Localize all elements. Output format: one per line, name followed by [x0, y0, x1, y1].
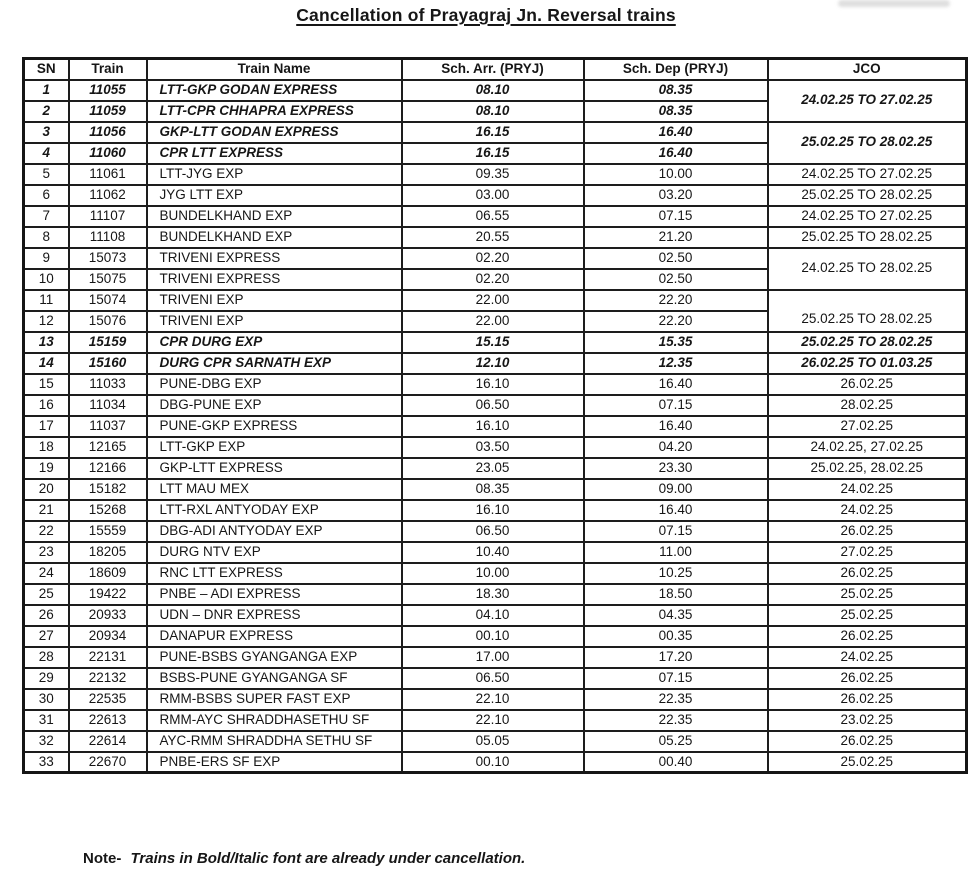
cell-sch-arr: 06.50 — [402, 521, 584, 542]
cell-sn: 7 — [24, 206, 69, 227]
cell-sn: 31 — [24, 710, 69, 731]
cell-train-number: 11059 — [69, 101, 147, 122]
cell-sch-arr: 00.10 — [402, 626, 584, 647]
cell-jco: 25.02.25 TO 28.02.25 — [768, 185, 967, 206]
cell-jco: 27.02.25 — [768, 416, 967, 437]
cell-train-name: JYG LTT EXP — [147, 185, 402, 206]
cell-sch-dep: 10.00 — [584, 164, 768, 185]
cell-sch-arr: 04.10 — [402, 605, 584, 626]
cell-sn: 22 — [24, 521, 69, 542]
cell-jco: 26.02.25 — [768, 668, 967, 689]
cell-train-name: RMM-BSBS SUPER FAST EXP — [147, 689, 402, 710]
cell-sn: 28 — [24, 647, 69, 668]
cell-jco: 24.02.25 — [768, 479, 967, 500]
cell-train-number: 11056 — [69, 122, 147, 143]
cell-sch-arr: 16.15 — [402, 122, 584, 143]
cell-sch-dep: 07.15 — [584, 206, 768, 227]
cell-sch-arr: 22.10 — [402, 710, 584, 731]
cell-sch-dep: 07.15 — [584, 395, 768, 416]
cell-sn: 24 — [24, 563, 69, 584]
header-sn: SN — [24, 59, 69, 80]
table-row — [24, 689, 967, 710]
cell-jco: 24.02.25, 27.02.25 — [768, 437, 967, 458]
cell-sch-dep: 17.20 — [584, 647, 768, 668]
cell-train-number: 15160 — [69, 353, 147, 374]
cell-train-number: 11034 — [69, 395, 147, 416]
cell-jco: 24.02.25 TO 27.02.25 — [768, 206, 967, 227]
header-row — [24, 59, 967, 80]
cell-sch-arr: 22.00 — [402, 311, 584, 332]
header-train-name: Train Name — [147, 59, 402, 80]
cell-sch-arr: 18.30 — [402, 584, 584, 605]
table-row — [24, 563, 967, 584]
table-row — [24, 710, 967, 731]
table-row — [24, 395, 967, 416]
cell-sch-arr: 05.05 — [402, 731, 584, 752]
cell-train-number: 12165 — [69, 437, 147, 458]
cell-train-name: TRIVENI EXP — [147, 290, 402, 311]
cell-sn: 16 — [24, 395, 69, 416]
table-row — [24, 374, 967, 395]
table-row — [24, 185, 967, 206]
train-table-body — [24, 80, 967, 773]
cell-sch-dep: 12.35 — [584, 353, 768, 374]
cell-sch-arr: 16.10 — [402, 374, 584, 395]
cell-sn: 20 — [24, 479, 69, 500]
cell-train-number: 11107 — [69, 206, 147, 227]
table-row — [24, 647, 967, 668]
table-row — [24, 731, 967, 752]
cell-train-number: 15076 — [69, 311, 147, 332]
cell-sn: 14 — [24, 353, 69, 374]
cell-train-name: PUNE-DBG EXP — [147, 374, 402, 395]
cell-train-number: 22614 — [69, 731, 147, 752]
cell-sch-dep: 22.20 — [584, 290, 768, 311]
table-row — [24, 206, 967, 227]
cell-sch-dep: 22.35 — [584, 710, 768, 731]
cell-sn: 9 — [24, 248, 69, 269]
cell-train-number: 11062 — [69, 185, 147, 206]
cell-sch-dep: 10.25 — [584, 563, 768, 584]
table-row — [24, 584, 967, 605]
cell-train-number: 22535 — [69, 689, 147, 710]
cell-sch-dep: 22.20 — [584, 311, 768, 332]
note-label: Note- — [83, 850, 122, 867]
cell-sn: 6 — [24, 185, 69, 206]
cell-sn: 1 — [24, 80, 69, 101]
cell-sn: 30 — [24, 689, 69, 710]
cell-train-name: RNC LTT EXPRESS — [147, 563, 402, 584]
cell-sn: 29 — [24, 668, 69, 689]
table-row — [24, 458, 967, 479]
cell-sch-arr: 06.50 — [402, 395, 584, 416]
cell-sch-dep: 16.40 — [584, 143, 768, 164]
cell-sn: 21 — [24, 500, 69, 521]
cell-sn: 18 — [24, 437, 69, 458]
table-row — [24, 227, 967, 248]
note-text: Trains in Bold/Italic font are already under cancellation. — [130, 850, 526, 867]
cell-train-number: 15559 — [69, 521, 147, 542]
cell-train-name: LTT-JYG EXP — [147, 164, 402, 185]
cell-sn: 23 — [24, 542, 69, 563]
cell-train-number: 15159 — [69, 332, 147, 353]
page-title: Cancellation of Prayagraj Jn. Reversal trains — [296, 5, 676, 25]
header-sch-arr: Sch. Arr. (PRYJ) — [402, 59, 584, 80]
cell-train-name: DBG-ADI ANTYODAY EXP — [147, 521, 402, 542]
cell-sch-dep: 05.25 — [584, 731, 768, 752]
cell-sch-arr: 08.35 — [402, 479, 584, 500]
cell-train-name: DBG-PUNE EXP — [147, 395, 402, 416]
cell-sch-dep: 11.00 — [584, 542, 768, 563]
cell-jco: 25.02.25 TO 28.02.25 — [768, 332, 967, 353]
cell-train-name: BUNDELKHAND EXP — [147, 206, 402, 227]
table-row — [24, 332, 967, 353]
cell-jco: 25.02.25 TO 28.02.25 — [768, 290, 967, 332]
cell-sch-arr: 03.50 — [402, 437, 584, 458]
cell-train-name: LTT-CPR CHHAPRA EXPRESS — [147, 101, 402, 122]
cell-jco: 25.02.25, 28.02.25 — [768, 458, 967, 479]
cell-train-number: 20934 — [69, 626, 147, 647]
cell-jco: 25.02.25 TO 28.02.25 — [768, 227, 967, 248]
cell-sch-arr: 10.00 — [402, 563, 584, 584]
cell-jco: 25.02.25 TO 28.02.25 — [768, 122, 967, 164]
cell-sch-dep: 04.35 — [584, 605, 768, 626]
cell-sch-arr: 08.10 — [402, 101, 584, 122]
cell-train-name: DURG NTV EXP — [147, 542, 402, 563]
cell-train-number: 15182 — [69, 479, 147, 500]
cell-jco: 26.02.25 — [768, 626, 967, 647]
cell-sch-dep: 07.15 — [584, 668, 768, 689]
cell-train-number: 11061 — [69, 164, 147, 185]
table-row — [24, 479, 967, 500]
cell-train-number: 19422 — [69, 584, 147, 605]
cell-sch-arr: 16.15 — [402, 143, 584, 164]
table-row — [24, 542, 967, 563]
cell-sch-arr: 10.40 — [402, 542, 584, 563]
cell-sn: 25 — [24, 584, 69, 605]
cell-sch-dep: 18.50 — [584, 584, 768, 605]
table-row — [24, 605, 967, 626]
cell-jco: 25.02.25 — [768, 584, 967, 605]
cell-jco: 25.02.25 — [768, 752, 967, 773]
cell-train-name: PNBE-ERS SF EXP — [147, 752, 402, 773]
cell-sn: 33 — [24, 752, 69, 773]
cell-sch-arr: 02.20 — [402, 248, 584, 269]
cell-jco: 26.02.25 — [768, 689, 967, 710]
cell-jco: 26.02.25 — [768, 731, 967, 752]
cell-train-name: GKP-LTT GODAN EXPRESS — [147, 122, 402, 143]
cell-sch-dep: 00.40 — [584, 752, 768, 773]
cell-jco: 25.02.25 — [768, 605, 967, 626]
cell-train-number: 15075 — [69, 269, 147, 290]
cell-train-name: LTT MAU MEX — [147, 479, 402, 500]
cell-sn: 27 — [24, 626, 69, 647]
cell-train-number: 11060 — [69, 143, 147, 164]
cell-sn: 17 — [24, 416, 69, 437]
cell-sn: 19 — [24, 458, 69, 479]
cell-sch-arr: 06.50 — [402, 668, 584, 689]
cell-sch-dep: 09.00 — [584, 479, 768, 500]
cell-train-name: GKP-LTT EXPRESS — [147, 458, 402, 479]
table-row — [24, 164, 967, 185]
cell-jco: 24.02.25 — [768, 647, 967, 668]
cell-sch-arr: 00.10 — [402, 752, 584, 773]
cell-sch-arr: 16.10 — [402, 500, 584, 521]
cell-sn: 12 — [24, 311, 69, 332]
cell-train-name: LTT-GKP GODAN EXPRESS — [147, 80, 402, 101]
cell-train-name: TRIVENI EXP — [147, 311, 402, 332]
cell-train-name: LTT-GKP EXP — [147, 437, 402, 458]
cell-train-name: CPR DURG EXP — [147, 332, 402, 353]
cell-jco: 28.02.25 — [768, 395, 967, 416]
cell-sn: 8 — [24, 227, 69, 248]
cell-train-name: CPR LTT EXPRESS — [147, 143, 402, 164]
cell-train-name: DURG CPR SARNATH EXP — [147, 353, 402, 374]
cell-sn: 2 — [24, 101, 69, 122]
cell-train-number: 15074 — [69, 290, 147, 311]
cell-sch-arr: 23.05 — [402, 458, 584, 479]
cell-sn: 26 — [24, 605, 69, 626]
cancellation-table — [22, 57, 968, 774]
cell-jco: 26.02.25 — [768, 563, 967, 584]
cell-sn: 10 — [24, 269, 69, 290]
cell-train-name: PNBE – ADI EXPRESS — [147, 584, 402, 605]
cell-sn: 4 — [24, 143, 69, 164]
cell-train-name: TRIVENI EXPRESS — [147, 269, 402, 290]
cell-train-name: AYC-RMM SHRADDHA SETHU SF — [147, 731, 402, 752]
cell-train-number: 15268 — [69, 500, 147, 521]
table-row — [24, 500, 967, 521]
cell-train-number: 11033 — [69, 374, 147, 395]
cell-train-number: 11108 — [69, 227, 147, 248]
cell-sch-arr: 02.20 — [402, 269, 584, 290]
cell-sn: 15 — [24, 374, 69, 395]
cell-train-name: LTT-RXL ANTYODAY EXP — [147, 500, 402, 521]
cell-sch-dep: 16.40 — [584, 416, 768, 437]
cell-train-name: RMM-AYC SHRADDHASETHU SF — [147, 710, 402, 731]
cell-jco: 24.02.25 — [768, 500, 967, 521]
cell-train-name: TRIVENI EXPRESS — [147, 248, 402, 269]
cell-sch-arr: 03.00 — [402, 185, 584, 206]
cell-sch-dep: 00.35 — [584, 626, 768, 647]
cell-train-number: 18205 — [69, 542, 147, 563]
cell-sch-arr: 17.00 — [402, 647, 584, 668]
table-row — [24, 353, 967, 374]
table-row — [24, 248, 967, 269]
cell-sch-dep: 23.30 — [584, 458, 768, 479]
cell-sch-dep: 02.50 — [584, 248, 768, 269]
cell-sch-dep: 07.15 — [584, 521, 768, 542]
table-row — [24, 668, 967, 689]
cell-train-number: 18609 — [69, 563, 147, 584]
cell-sn: 5 — [24, 164, 69, 185]
note — [83, 850, 525, 867]
cell-train-name: PUNE-GKP EXPRESS — [147, 416, 402, 437]
table-row — [24, 752, 967, 773]
cell-sch-dep: 22.35 — [584, 689, 768, 710]
cell-train-name: BUNDELKHAND EXP — [147, 227, 402, 248]
cell-train-number: 22131 — [69, 647, 147, 668]
cell-sch-dep: 16.40 — [584, 500, 768, 521]
cell-sn: 13 — [24, 332, 69, 353]
cell-train-number: 22132 — [69, 668, 147, 689]
cell-sn: 3 — [24, 122, 69, 143]
header-jco: JCO — [768, 59, 967, 80]
cell-train-number: 22670 — [69, 752, 147, 773]
cell-sch-dep: 03.20 — [584, 185, 768, 206]
cell-train-number: 22613 — [69, 710, 147, 731]
cell-train-name: UDN – DNR EXPRESS — [147, 605, 402, 626]
cell-jco: 26.02.25 — [768, 521, 967, 542]
cell-train-number: 20933 — [69, 605, 147, 626]
cell-sch-arr: 22.00 — [402, 290, 584, 311]
cell-sch-dep: 08.35 — [584, 101, 768, 122]
cell-sch-arr: 16.10 — [402, 416, 584, 437]
cell-sch-arr: 15.15 — [402, 332, 584, 353]
cell-sn: 11 — [24, 290, 69, 311]
table-row — [24, 290, 967, 311]
cell-sch-arr: 08.10 — [402, 80, 584, 101]
cell-sch-arr: 09.35 — [402, 164, 584, 185]
cell-sch-arr: 12.10 — [402, 353, 584, 374]
cell-jco: 24.02.25 TO 27.02.25 — [768, 80, 967, 122]
cell-jco: 26.02.25 — [768, 374, 967, 395]
cell-train-name: PUNE-BSBS GYANGANGA EXP — [147, 647, 402, 668]
table-row — [24, 80, 967, 101]
cell-sch-dep: 16.40 — [584, 374, 768, 395]
cell-train-name: BSBS-PUNE GYANGANGA SF — [147, 668, 402, 689]
cell-sch-dep: 04.20 — [584, 437, 768, 458]
table-row — [24, 122, 967, 143]
cell-jco: 23.02.25 — [768, 710, 967, 731]
cell-jco: 27.02.25 — [768, 542, 967, 563]
table-row — [24, 626, 967, 647]
cell-sn: 32 — [24, 731, 69, 752]
cell-jco: 26.02.25 TO 01.03.25 — [768, 353, 967, 374]
cell-sch-arr: 20.55 — [402, 227, 584, 248]
cell-train-number: 12166 — [69, 458, 147, 479]
header-train: Train — [69, 59, 147, 80]
cell-train-name: DANAPUR EXPRESS — [147, 626, 402, 647]
cell-sch-dep: 08.35 — [584, 80, 768, 101]
table-header — [24, 59, 967, 80]
cell-sch-dep: 21.20 — [584, 227, 768, 248]
header-sch-dep: Sch. Dep (PRYJ) — [584, 59, 768, 80]
cell-train-number: 11037 — [69, 416, 147, 437]
table-row — [24, 521, 967, 542]
cell-jco: 24.02.25 TO 28.02.25 — [768, 248, 967, 290]
cell-sch-arr: 06.55 — [402, 206, 584, 227]
cell-train-number: 11055 — [69, 80, 147, 101]
cell-jco: 24.02.25 TO 27.02.25 — [768, 164, 967, 185]
table-row — [24, 416, 967, 437]
table-row — [24, 437, 967, 458]
cell-sch-arr: 22.10 — [402, 689, 584, 710]
cell-sch-dep: 15.35 — [584, 332, 768, 353]
cell-sch-dep: 02.50 — [584, 269, 768, 290]
cell-sch-dep: 16.40 — [584, 122, 768, 143]
cell-train-number: 15073 — [69, 248, 147, 269]
